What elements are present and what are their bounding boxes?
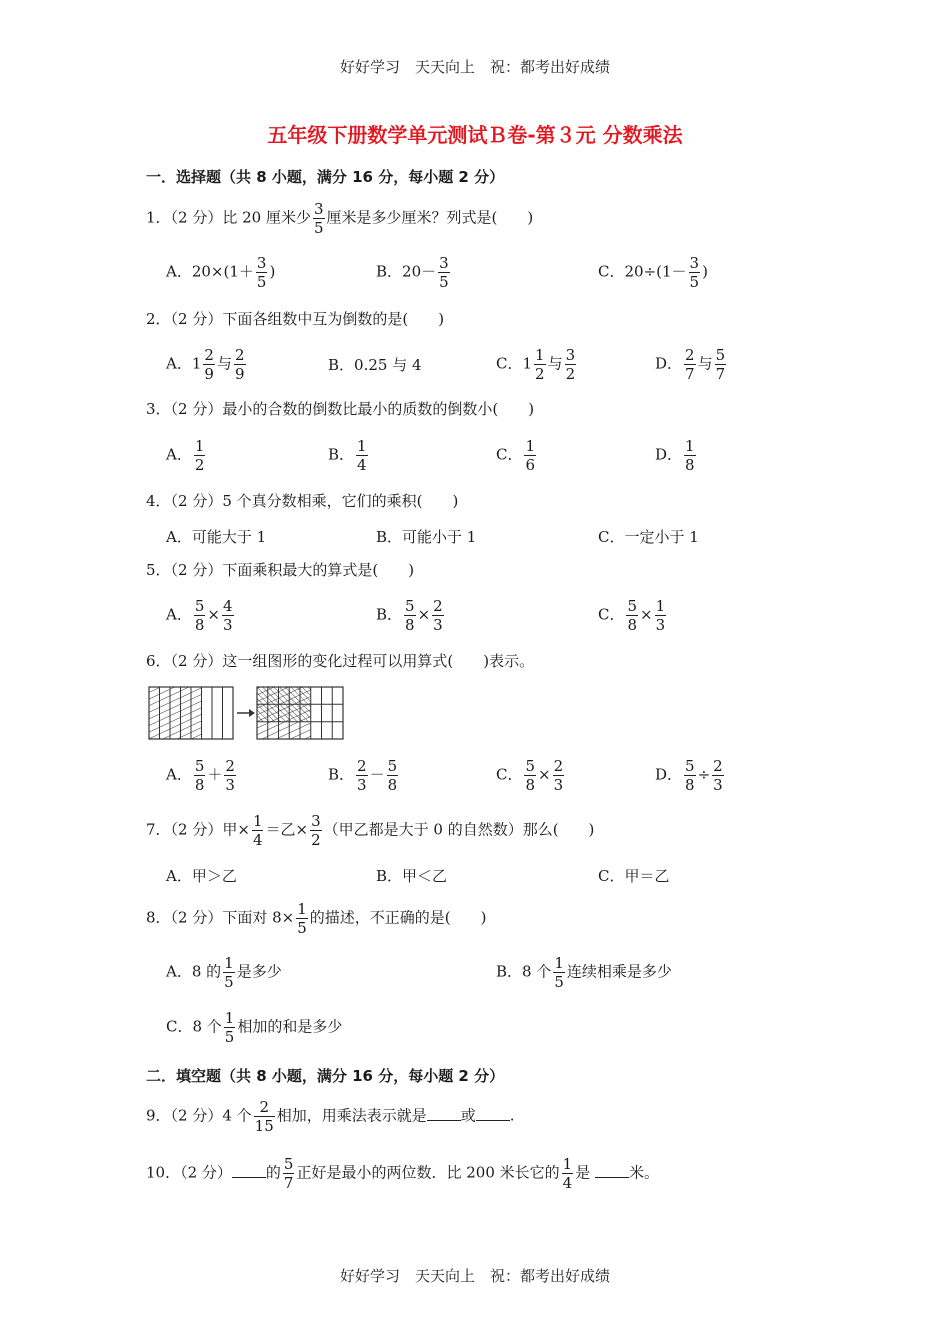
fraction: $\frac{1}{2}$: [194, 437, 205, 474]
option-6c[interactable]: C． $\frac{5}{8}$ × $\frac{2}{3}$: [496, 757, 564, 794]
option-4c[interactable]: C．一定小于 1: [598, 528, 699, 546]
option-4a[interactable]: A．可能大于 1: [166, 528, 267, 546]
fraction: $\frac{3}{5}$: [439, 254, 449, 291]
answer-blank-10b[interactable]: [595, 1163, 629, 1178]
fraction: $\frac{1}{5}$: [297, 900, 307, 937]
answer-blank-9a[interactable]: [427, 1106, 461, 1121]
option-3d[interactable]: D． $\frac{1}{8}$: [655, 437, 695, 474]
fraction: $\frac{5}{7}$: [715, 346, 726, 383]
option-5a[interactable]: A． $\frac{5}{8}$ × $\frac{4}{3}$: [166, 597, 233, 634]
fraction: $\frac{2}{9}$: [204, 346, 214, 383]
fraction: $\frac{1}{2}$: [535, 346, 545, 383]
option-1a[interactable]: A．20×(1＋ $\frac{3}{5}$ ): [166, 254, 276, 291]
option-2d[interactable]: D． $\frac{2}{7}$ 与 $\frac{5}{7}$: [655, 346, 726, 383]
answer-blank-9b[interactable]: [476, 1106, 510, 1121]
fraction: $\frac{1}{5}$: [224, 1009, 235, 1046]
option-6b[interactable]: B． $\frac{2}{3}$ － $\frac{5}{8}$: [328, 757, 398, 794]
page-header: 好好学习 天天向上 祝：都考出好成绩: [339, 58, 610, 76]
fraction: $\frac{3}{2}$: [311, 812, 321, 849]
fraction: $\frac{5}{8}$: [405, 597, 415, 634]
question-9: 9．（2 分）4 个 $\frac{2}{15}$ 相加，用乘法表示就是 或 .: [146, 1098, 515, 1135]
option-6a[interactable]: A． $\frac{5}{8}$ ＋ $\frac{2}{3}$: [166, 757, 235, 794]
fraction: $\frac{5}{8}$: [525, 757, 536, 794]
fraction: $\frac{5}{8}$: [194, 597, 205, 634]
fraction: $\frac{2}{3}$: [357, 757, 367, 794]
fraction: $\frac{3}{5}$: [689, 254, 700, 291]
option-4b[interactable]: B．可能小于 1: [376, 528, 477, 546]
option-5c[interactable]: C． $\frac{5}{8}$ × $\frac{1}{3}$: [598, 597, 666, 634]
fraction: $\frac{2}{9}$: [234, 346, 245, 383]
fraction: $\frac{3}{2}$: [565, 346, 576, 383]
option-3a[interactable]: A． $\frac{1}{2}$: [166, 437, 205, 474]
question-6: 6．（2 分）这一组图形的变化过程可以用算式( )表示。: [146, 652, 535, 670]
option-7c[interactable]: C．甲＝乙: [598, 867, 670, 885]
option-2a[interactable]: A．1 $\frac{2}{9}$ 与 $\frac{2}{9}$: [166, 346, 245, 383]
question-8: 8．（2 分）下面对 8× $\frac{1}{5}$ 的描述，不正确的是( ): [146, 900, 487, 937]
option-5b[interactable]: B． $\frac{5}{8}$ × $\frac{2}{3}$: [376, 597, 443, 634]
option-1b[interactable]: B．20－ $\frac{3}{5}$: [376, 254, 449, 291]
fraction: $\frac{1}{8}$: [685, 437, 695, 474]
fraction: $\frac{2}{3}$: [433, 597, 443, 634]
option-6d[interactable]: D． $\frac{5}{8}$ ÷ $\frac{2}{3}$: [655, 757, 723, 794]
arrow-right-icon: [237, 709, 255, 717]
fraction: $\frac{1}{3}$: [655, 597, 666, 634]
fraction: $\frac{5}{8}$: [194, 757, 205, 794]
fraction: $\frac{3}{5}$: [256, 254, 267, 291]
question-7: 7．（2 分）甲× $\frac{1}{4}$ ＝乙× $\frac{3}{2}$ （甲乙都是大于 0 的自然数）那么( ): [146, 812, 595, 849]
fraction: $\frac{5}{8}$: [685, 757, 695, 794]
fraction: $\frac{1}{4}$: [252, 812, 263, 849]
answer-blank-10a[interactable]: [232, 1163, 266, 1178]
fraction: $\frac{1}{5}$: [554, 954, 564, 991]
fraction: $\frac{1}{5}$: [224, 954, 234, 991]
fraction: $\frac{2}{3}$: [225, 757, 235, 794]
option-3c[interactable]: C． $\frac{1}{6}$: [496, 437, 536, 474]
option-8b[interactable]: B．8 个 $\frac{1}{5}$ 连续相乘是多少: [496, 954, 672, 991]
diagram-left-rect: [149, 687, 233, 739]
fraction: $\frac{5}{8}$: [387, 757, 398, 794]
fraction-diagram: [148, 686, 344, 742]
page-footer: 好好学习 天天向上 祝：都考出好成绩: [339, 1267, 610, 1285]
section-heading-fill: 二．填空题（共 8 小题，满分 16 分，每小题 2 分）: [146, 1067, 505, 1085]
option-8a[interactable]: A．8 的 $\frac{1}{5}$ 是多少: [166, 954, 282, 991]
diagram-right-rect: [257, 687, 343, 739]
question-5: 5．（2 分）下面乘积最大的算式是( ): [146, 561, 415, 579]
option-3b[interactable]: B． $\frac{1}{4}$: [328, 437, 367, 474]
question-2: 2．（2 分）下面各组数中互为倒数的是( ): [146, 310, 445, 328]
option-1c[interactable]: C．20÷(1－ $\frac{3}{5}$ ): [598, 254, 708, 291]
fraction: $\frac{2}{3}$: [713, 757, 723, 794]
fraction: $\frac{5}{7}$: [283, 1155, 294, 1192]
fraction: $\frac{1}{4}$: [562, 1155, 573, 1192]
fraction: $\frac{2}{15}$: [254, 1098, 274, 1135]
section-heading-choice: 一．选择题（共 8 小题，满分 16 分，每小题 2 分）: [146, 168, 505, 186]
page-title: 五年级下册数学单元测试Ｂ卷-第３元 分数乘法: [267, 123, 683, 147]
fraction: $\frac{1}{4}$: [357, 437, 367, 474]
question-4: 4．（2 分）5 个真分数相乘，它们的乘积( ): [146, 492, 459, 510]
fraction: $\frac{4}{3}$: [222, 597, 233, 634]
fraction: $\frac{2}{7}$: [685, 346, 695, 383]
question-10: 10．（2 分） 的 $\frac{5}{7}$ 正好是最小的两位数．比 200 米长它的 $\frac{1}{4}$ 是 米。: [146, 1155, 659, 1192]
fraction: $\frac{1}{6}$: [525, 437, 536, 474]
option-2c[interactable]: C．1 $\frac{1}{2}$ 与 $\frac{3}{2}$: [496, 346, 576, 383]
option-2b[interactable]: B．0.25 与 4: [328, 356, 422, 374]
fraction: $\frac{3}{5}$: [313, 200, 324, 237]
option-8c[interactable]: C．8 个 $\frac{1}{5}$ 相加的和是多少: [166, 1009, 343, 1046]
option-7a[interactable]: A．甲＞乙: [166, 867, 237, 885]
fraction: $\frac{5}{8}$: [627, 597, 638, 634]
option-7b[interactable]: B．甲＜乙: [376, 867, 448, 885]
question-3: 3．（2 分）最小的合数的倒数比最小的质数的倒数小( ): [146, 400, 535, 418]
question-1: 1．（2 分）比 20 厘米少 $\frac{3}{5}$ 厘米是多少厘米？列式是( ): [146, 200, 534, 237]
fraction: $\frac{2}{3}$: [553, 757, 564, 794]
